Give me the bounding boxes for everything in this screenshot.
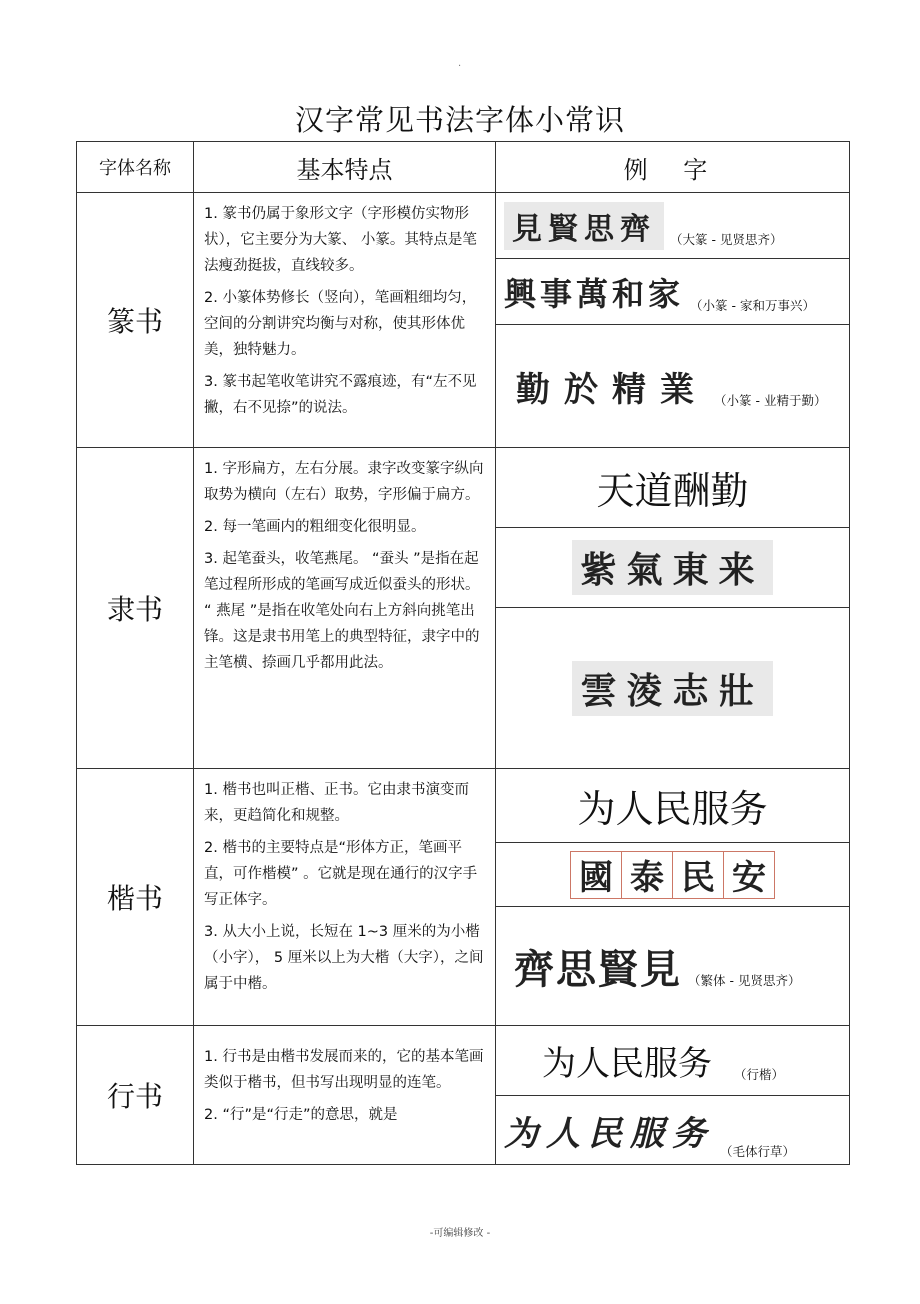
example-glyphs: 紫氣東来: [572, 540, 772, 595]
calligraphy-table: [76, 141, 850, 1165]
feature-point: 1. 字形扁方，左右分展。隶字改变篆字纵向取势为横向（左右）取势，字形偏于扁方。: [204, 461, 484, 503]
font-examples: [496, 1026, 850, 1165]
grid-glyph: 國: [571, 852, 622, 898]
example-cell: [496, 1096, 849, 1164]
grid-glyph: 民: [673, 852, 724, 898]
font-name: 行书: [77, 1026, 194, 1165]
page-footer: -可编辑修改 -: [429, 1228, 491, 1239]
table-row: [77, 769, 850, 1026]
font-features: [194, 193, 496, 448]
example-cell: [496, 528, 849, 608]
example-cell: [496, 907, 849, 1025]
example-cell: [496, 259, 849, 325]
example-cell: [496, 448, 849, 528]
table-row: [77, 448, 850, 769]
example-note: （毛体行草）: [720, 1144, 796, 1159]
header-name: 字体名称: [77, 142, 194, 193]
grid-glyph: 泰: [622, 852, 673, 898]
font-examples: [496, 193, 850, 448]
feature-point: 2. 小篆体势修长（竖向），笔画粗细均匀，空间的分割讲究均衡与对称，使其形体优美，独特魅力。: [204, 290, 477, 358]
feature-point: 3. 篆书起笔收笔讲究不露痕迹，有“左不见撇，右不见捺”的说法。: [204, 374, 477, 416]
example-glyphs: 为人民服务: [577, 787, 768, 831]
example-glyphs: 興事萬和家: [504, 274, 685, 313]
example-glyphs: 見賢思齊: [504, 202, 664, 250]
example-glyphs-grid: [570, 851, 775, 899]
table-row: [77, 1026, 850, 1165]
example-cell: [496, 608, 849, 768]
feature-point: 2. “行”是“行走”的意思，就是: [204, 1107, 398, 1123]
example-glyphs: 为人民服务: [504, 1113, 714, 1154]
top-dot: .: [458, 58, 462, 69]
table-header-row: [77, 142, 850, 193]
feature-point: 3. 起笔蚕头，收笔燕尾。 “蚕头 ”是指在起笔过程所形成的笔画写成近似蚕头的形状。 “ 燕尾 ”是指在收笔处向右上方斜向挑笔出锋。这是隶书用笔上的典型特征，隶字中的主笔横、捺画几乎都用此法。: [204, 551, 480, 671]
example-cell: [496, 843, 849, 907]
example-glyphs: 雲淩志壯: [572, 661, 772, 716]
example-cell: [496, 193, 849, 259]
example-note: （小篆 - 家和万事兴）: [690, 298, 815, 313]
font-features: [194, 448, 496, 769]
font-name: 篆书: [77, 193, 194, 448]
example-cell: [496, 325, 849, 447]
example-glyphs: 勤於精業: [516, 369, 708, 410]
feature-point: 1. 篆书仍属于象形文字（字形模仿实物形状），它主要分为大篆、 小篆。其特点是笔法瘦劲挺拔，直线较多。: [204, 206, 477, 274]
example-glyphs: 齊思賢見: [514, 945, 682, 993]
feature-point: 1. 行书是由楷书发展而来的，它的基本笔画类似于楷书，但书写出现明显的连笔。: [204, 1049, 484, 1091]
font-examples: [496, 769, 850, 1026]
feature-point: 2. 每一笔画内的粗细变化很明显。: [204, 519, 426, 535]
example-note: （行楷）: [734, 1067, 785, 1082]
example-note: （大篆 - 见贤思齐）: [670, 232, 783, 247]
example-glyphs: 天道酬勤: [596, 469, 749, 513]
font-name: 隶书: [77, 448, 194, 769]
font-examples: [496, 448, 850, 769]
font-features: [194, 1026, 496, 1165]
header-features: 基本特点: [194, 142, 496, 193]
example-note: （小篆 - 业精于勤）: [714, 393, 827, 408]
table-row: [77, 193, 850, 448]
example-glyphs: 为人民服务: [542, 1044, 712, 1084]
example-note: （繁体 - 见贤思齐）: [688, 973, 801, 988]
font-features: [194, 769, 496, 1026]
feature-point: 3. 从大小上说，长短在 1~3 厘米的为小楷（小字）， 5 厘米以上为大楷（大字），之间属于中楷。: [204, 924, 484, 992]
example-cell: [496, 1026, 849, 1096]
grid-glyph: 安: [732, 858, 766, 898]
header-examples: 例 字: [496, 142, 850, 193]
font-name: 楷书: [77, 769, 194, 1026]
page-title: 汉字常见书法字体小常识: [294, 103, 625, 137]
feature-point: 1. 楷书也叫正楷、正书。它由隶书演变而来，更趋简化和规整。: [204, 782, 469, 824]
example-cell: [496, 769, 849, 843]
feature-point: 2. 楷书的主要特点是“形体方正，笔画平直，可作楷模” 。它就是现在通行的汉字手写正体字。: [204, 840, 478, 908]
